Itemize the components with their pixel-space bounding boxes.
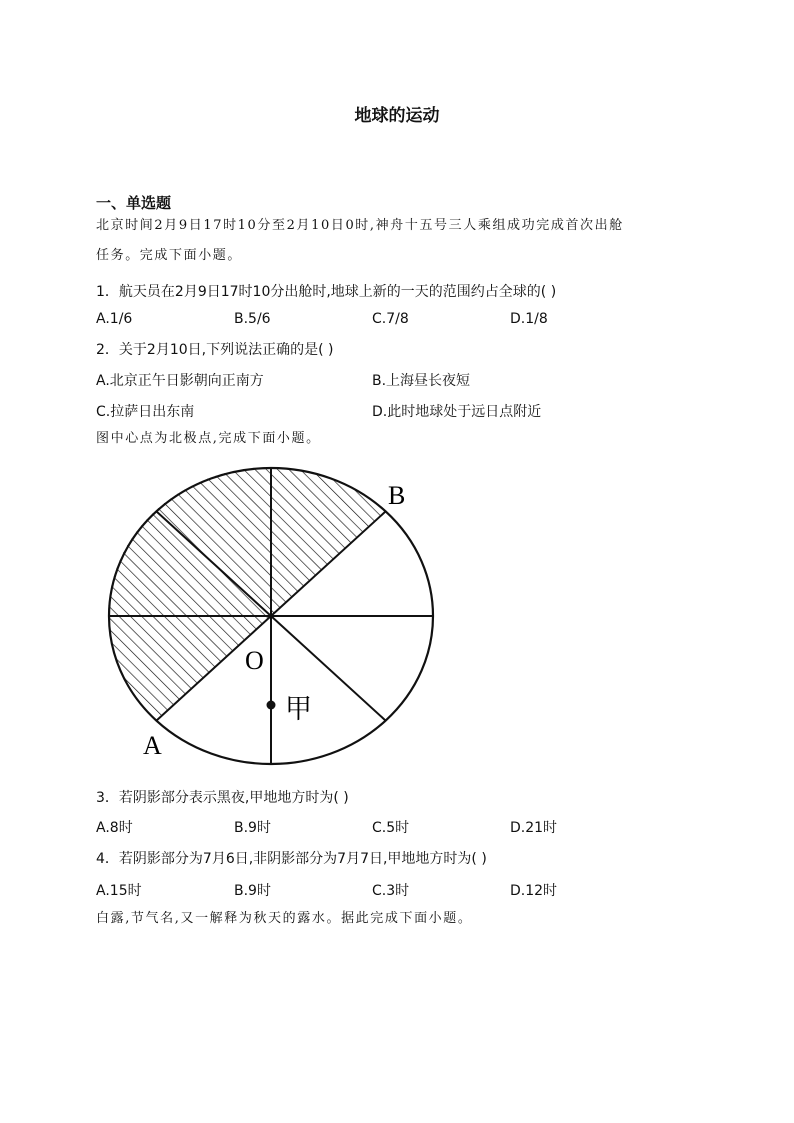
q3-option-b: B.9时 [234, 820, 271, 836]
passage-1-line-1: 北京时间2月9日17时10分至2月10日0时,神舟十五号三人乘组成功完成首次出舱 [96, 218, 624, 233]
section-heading: 一、单选题 [96, 194, 172, 212]
label-o: O [245, 646, 264, 675]
q1-option-b: B.5/6 [234, 311, 271, 327]
q4-option-d: D.12时 [510, 883, 558, 899]
q3-option-c: C.5时 [372, 820, 410, 836]
q1-option-a: A.1/6 [96, 311, 133, 327]
q4-option-c: C.3时 [372, 883, 410, 899]
q1-option-c: C.7/8 [372, 311, 409, 327]
polar-diagram [100, 462, 460, 782]
label-a: A [143, 731, 162, 760]
label-jia: 甲 [285, 694, 312, 725]
q2-option-c: C.拉萨日出东南 [96, 404, 195, 420]
q2-option-b: B.上海昼长夜短 [372, 373, 471, 389]
q3-option-d: D.21时 [510, 820, 558, 836]
q1-option-d: D.1/8 [510, 311, 548, 327]
passage-2: 图中心点为北极点,完成下面小题。 [96, 431, 321, 446]
q2-option-d: D.此时地球处于远日点附近 [372, 404, 542, 420]
point-jia-marker [267, 701, 276, 710]
q3-option-a: A.8时 [96, 820, 133, 836]
passage-1-line-2: 任务。完成下面小题。 [96, 248, 243, 263]
q4-option-a: A.15时 [96, 883, 142, 899]
question-2: 2．关于2月10日,下列说法正确的是( ) [96, 342, 334, 358]
q4-option-b: B.9时 [234, 883, 271, 899]
question-3: 3．若阴影部分表示黑夜,甲地地方时为( ) [96, 790, 349, 806]
label-b: B [388, 481, 406, 510]
question-4: 4．若阴影部分为7月6日,非阴影部分为7月7日,甲地地方时为( ) [96, 851, 487, 867]
passage-1 [96, 211, 696, 271]
question-1: 1．航天员在2月9日17时10分出舱时,地球上新的一天的范围约占全球的( ) [96, 284, 557, 300]
page-title: 地球的运动 [354, 106, 440, 126]
passage-3: 白露,节气名,又一解释为秋天的露水。据此完成下面小题。 [96, 911, 473, 926]
q2-option-a: A.北京正午日影朝向正南方 [96, 373, 264, 389]
